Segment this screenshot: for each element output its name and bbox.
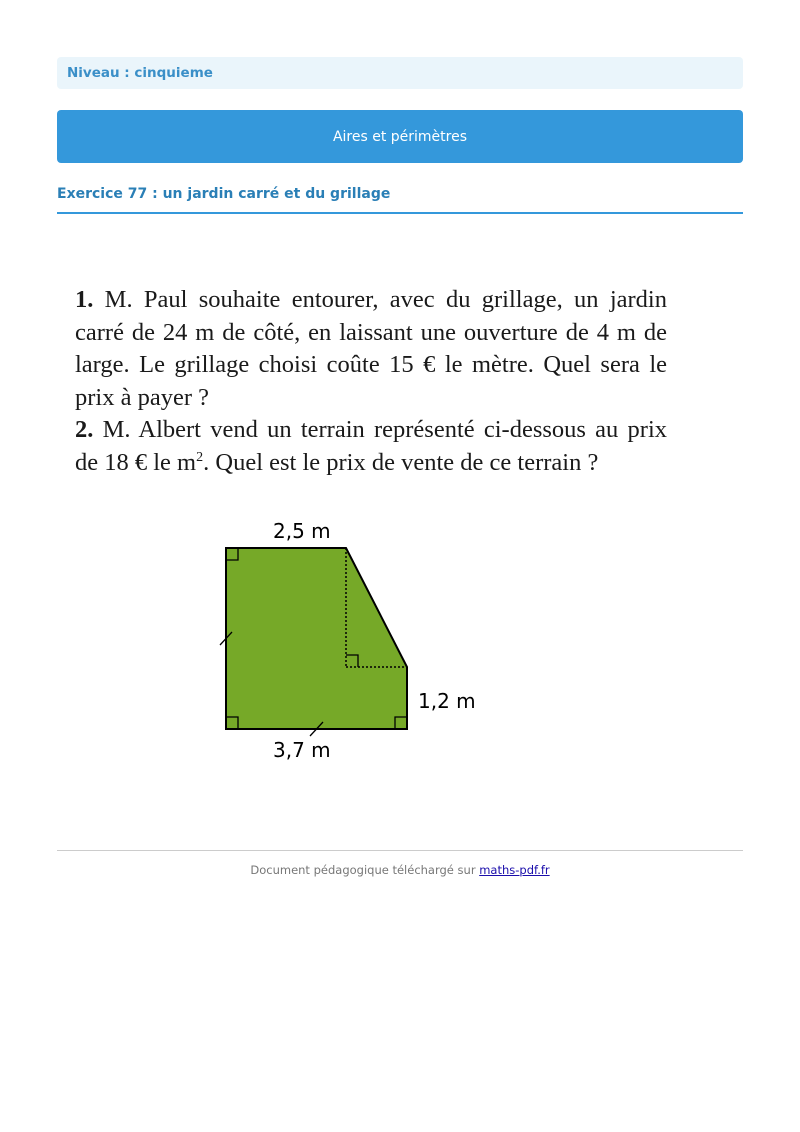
level-label: Niveau : cinquieme	[67, 65, 213, 81]
question-2-text: M. Albert vend un terrain représenté ci-dessous au prix de 18 € le m	[75, 416, 667, 476]
topic-banner	[57, 110, 743, 163]
footer-divider	[57, 850, 743, 851]
label-bottom: 3,7 m	[273, 738, 331, 762]
footer-text: Document pédagogique téléchargé sur	[250, 863, 480, 877]
square-exponent: 2	[196, 449, 204, 465]
terrain-figure	[200, 515, 500, 770]
question-2-text-end: . Quel est le prix de vente de ce terrain ?	[203, 448, 599, 476]
question-1-number: 1.	[75, 286, 94, 313]
level-box	[57, 57, 743, 89]
footer	[0, 863, 800, 877]
topic-label: Aires et périmètres	[332, 128, 468, 145]
question-1-text: M. Paul souhaite entourer, avec du grillage, un jardin carré de 24 m de côté, en laissant une ouverture de 4 m de large. Le grillage choisi coûte 15 € le mètre. Quel sera le prix à payer ?	[75, 286, 667, 411]
label-right: 1,2 m	[418, 689, 476, 713]
title-divider	[57, 212, 743, 214]
exercise-statement	[75, 284, 667, 480]
terrain-shape	[226, 548, 407, 729]
question-1	[75, 284, 667, 414]
label-top: 2,5 m	[273, 519, 331, 543]
footer-link[interactable]: maths-pdf.fr	[479, 863, 550, 877]
question-2	[75, 414, 667, 479]
exercise-title: Exercice 77 : un jardin carré et du grillage	[57, 186, 391, 202]
question-2-number: 2.	[75, 416, 94, 444]
